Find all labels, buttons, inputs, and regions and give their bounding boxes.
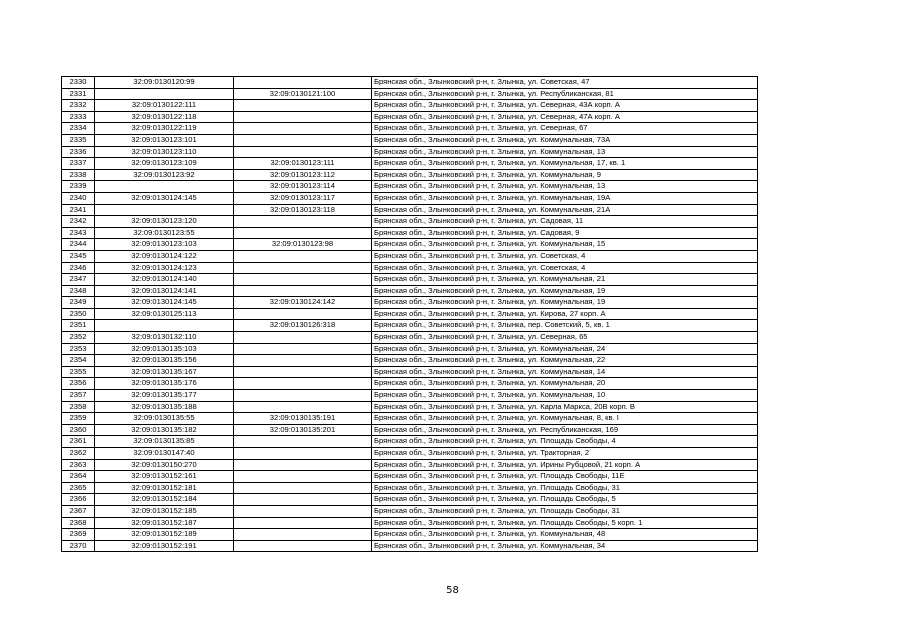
cadastral-number-cell: 32:09:0130135:55 — [95, 413, 234, 425]
row-number-cell: 2356 — [62, 378, 95, 390]
row-number-cell: 2359 — [62, 413, 95, 425]
table-row — [62, 343, 758, 355]
address-cell: Брянская обл., Злынковский р-н, г. Злынка, ул. Советская, 4 — [372, 250, 758, 262]
row-number-cell: 2360 — [62, 424, 95, 436]
row-number-cell: 2342 — [62, 216, 95, 228]
address-cell: Брянская обл., Злынковский р-н, г. Злынка, ул. Площадь Свободы, 31 — [372, 505, 758, 517]
cadastral-number-2-cell — [234, 540, 372, 552]
row-number-cell: 2350 — [62, 308, 95, 320]
address-cell: Брянская обл., Злынковский р-н, г. Злынка, ул. Тракторная, 2 — [372, 448, 758, 460]
table-row — [62, 505, 758, 517]
table-row — [62, 401, 758, 413]
row-number-cell: 2345 — [62, 250, 95, 262]
row-number-cell: 2370 — [62, 540, 95, 552]
cadastral-number-2-cell — [234, 366, 372, 378]
address-cell: Брянская обл., Злынковский р-н, г. Злынка, ул. Советская, 4 — [372, 262, 758, 274]
cadastral-number-2-cell: 32:09:0130121:100 — [234, 88, 372, 100]
row-number-cell: 2353 — [62, 343, 95, 355]
cadastral-number-2-cell — [234, 494, 372, 506]
cadastral-number-2-cell: 32:09:0130123:117 — [234, 192, 372, 204]
cadastral-number-cell: 32:09:0130124:123 — [95, 262, 234, 274]
cadastral-number-2-cell — [234, 111, 372, 123]
row-number-cell: 2352 — [62, 332, 95, 344]
address-cell: Брянская обл., Злынковский р-н, г. Злынка, ул. Коммунальная, 34 — [372, 540, 758, 552]
cadastral-number-2-cell — [234, 505, 372, 517]
address-cell: Брянская обл., Злынковский р-н, г. Злынка, ул. Коммунальная, 13 — [372, 146, 758, 158]
cadastral-number-cell: 32:09:0130152:185 — [95, 505, 234, 517]
cadastral-number-2-cell — [234, 262, 372, 274]
registry-table-body — [62, 77, 758, 552]
cadastral-number-2-cell: 32:09:0130123:114 — [234, 181, 372, 193]
table-row — [62, 204, 758, 216]
cadastral-number-cell: 32:09:0130123:103 — [95, 239, 234, 251]
cadastral-number-cell: 32:09:0130122:111 — [95, 100, 234, 112]
cadastral-number-2-cell: 32:09:0130135:201 — [234, 424, 372, 436]
cadastral-number-2-cell — [234, 459, 372, 471]
row-number-cell: 2366 — [62, 494, 95, 506]
cadastral-number-2-cell — [234, 250, 372, 262]
cadastral-number-2-cell — [234, 146, 372, 158]
cadastral-number-cell: 32:09:0130135:85 — [95, 436, 234, 448]
cadastral-number-cell: 32:09:0130125:113 — [95, 308, 234, 320]
address-cell: Брянская обл., Злынковский р-н, г. Злынка, ул. Площадь Свободы, 31 — [372, 482, 758, 494]
table-row — [62, 274, 758, 286]
cadastral-number-2-cell — [234, 471, 372, 483]
cadastral-number-2-cell: 32:09:0130123:112 — [234, 169, 372, 181]
address-cell: Брянская обл., Злынковский р-н, г. Злынка, ул. Площадь Свободы, 5 — [372, 494, 758, 506]
address-cell: Брянская обл., Злынковский р-н, г. Злынка, ул. Коммунальная, 21А — [372, 204, 758, 216]
cadastral-number-cell: 32:09:0130152:184 — [95, 494, 234, 506]
cadastral-number-2-cell: 32:09:0130123:111 — [234, 158, 372, 170]
row-number-cell: 2361 — [62, 436, 95, 448]
table-row — [62, 111, 758, 123]
cadastral-number-2-cell: 32:09:0130135:191 — [234, 413, 372, 425]
address-cell: Брянская обл., Злынковский р-н, г. Злынка, ул. Садовая, 9 — [372, 227, 758, 239]
address-cell: Брянская обл., Злынковский р-н, г. Злынка, ул. Республиканская, 81 — [372, 88, 758, 100]
cadastral-number-2-cell — [234, 448, 372, 460]
address-cell: Брянская обл., Злынковский р-н, г. Злынка, ул. Коммунальная, 48 — [372, 529, 758, 541]
cadastral-number-cell: 32:09:0130124:145 — [95, 297, 234, 309]
address-cell: Брянская обл., Злынковский р-н, г. Злынка, ул. Коммунальная, 20 — [372, 378, 758, 390]
address-cell: Брянская обл., Злынковский р-н, г. Злынка, ул. Коммунальная, 19А — [372, 192, 758, 204]
row-number-cell: 2348 — [62, 285, 95, 297]
cadastral-number-cell: 32:09:0130152:189 — [95, 529, 234, 541]
table-row — [62, 332, 758, 344]
cadastral-number-cell: 32:09:0130135:188 — [95, 401, 234, 413]
table-row — [62, 494, 758, 506]
address-cell: Брянская обл., Злынковский р-н, г. Злынка, ул. Коммунальная, 17, кв. 1 — [372, 158, 758, 170]
table-row — [62, 123, 758, 135]
address-cell: Брянская обл., Злынковский р-н, г. Злынка, ул. Карла Маркса, 20В корп. В — [372, 401, 758, 413]
row-number-cell: 2334 — [62, 123, 95, 135]
cadastral-number-cell: 32:09:0130132:110 — [95, 332, 234, 344]
row-number-cell: 2351 — [62, 320, 95, 332]
cadastral-number-cell: 32:09:0130123:92 — [95, 169, 234, 181]
cadastral-number-2-cell — [234, 355, 372, 367]
cadastral-number-2-cell: 32:09:0130124:142 — [234, 297, 372, 309]
row-number-cell: 2338 — [62, 169, 95, 181]
cadastral-number-cell: 32:09:0130135:176 — [95, 378, 234, 390]
cadastral-number-2-cell — [234, 227, 372, 239]
table-row — [62, 216, 758, 228]
cadastral-number-cell: 32:09:0130135:182 — [95, 424, 234, 436]
cadastral-number-cell: 32:09:0130124:145 — [95, 192, 234, 204]
address-cell: Брянская обл., Злынковский р-н, г. Злынка, ул. Советская, 47 — [372, 77, 758, 89]
cadastral-number-cell: 32:09:0130123:109 — [95, 158, 234, 170]
row-number-cell: 2344 — [62, 239, 95, 251]
cadastral-number-cell: 32:09:0130120:99 — [95, 77, 234, 89]
address-cell: Брянская обл., Злынковский р-н, г. Злынка, ул. Кирова, 27 корп. А — [372, 308, 758, 320]
cadastral-number-2-cell — [234, 390, 372, 402]
row-number-cell: 2331 — [62, 88, 95, 100]
address-cell: Брянская обл., Злынковский р-н, г. Злынка, ул. Коммунальная, 19 — [372, 297, 758, 309]
address-cell: Брянская обл., Злынковский р-н, г. Злынка, ул. Коммунальная, 9 — [372, 169, 758, 181]
address-cell: Брянская обл., Злынковский р-н, г. Злынка, пер. Советский, 5, кв. 1 — [372, 320, 758, 332]
row-number-cell: 2365 — [62, 482, 95, 494]
table-row — [62, 239, 758, 251]
address-cell: Брянская обл., Злынковский р-н, г. Злынка, ул. Коммунальная, 19 — [372, 285, 758, 297]
table-row — [62, 100, 758, 112]
cadastral-number-2-cell: 32:09:0130123:118 — [234, 204, 372, 216]
address-cell: Брянская обл., Злынковский р-н, г. Злынка, ул. Площадь Свободы, 11Е — [372, 471, 758, 483]
row-number-cell: 2367 — [62, 505, 95, 517]
row-number-cell: 2363 — [62, 459, 95, 471]
table-row — [62, 134, 758, 146]
cadastral-number-cell: 32:09:0130123:55 — [95, 227, 234, 239]
table-row — [62, 320, 758, 332]
table-row — [62, 378, 758, 390]
cadastral-number-2-cell: 32:09:0130123:98 — [234, 239, 372, 251]
table-row — [62, 424, 758, 436]
table-row — [62, 390, 758, 402]
row-number-cell: 2346 — [62, 262, 95, 274]
cadastral-number-2-cell — [234, 100, 372, 112]
table-row — [62, 436, 758, 448]
row-number-cell: 2362 — [62, 448, 95, 460]
cadastral-number-cell: 32:09:0130122:118 — [95, 111, 234, 123]
cadastral-number-cell: 32:09:0130152:191 — [95, 540, 234, 552]
cadastral-number-cell: 32:09:0130135:156 — [95, 355, 234, 367]
cadastral-number-2-cell — [234, 482, 372, 494]
row-number-cell: 2357 — [62, 390, 95, 402]
address-cell: Брянская обл., Злынковский р-н, г. Злынка, ул. Коммунальная, 24 — [372, 343, 758, 355]
table-row — [62, 146, 758, 158]
cadastral-number-2-cell — [234, 401, 372, 413]
address-cell: Брянская обл., Злынковский р-н, г. Злынка, ул. Ирины Рубцовой, 21 корп. А — [372, 459, 758, 471]
table-row — [62, 413, 758, 425]
cadastral-number-2-cell — [234, 308, 372, 320]
cadastral-number-2-cell — [234, 529, 372, 541]
table-row — [62, 192, 758, 204]
cadastral-number-2-cell — [234, 332, 372, 344]
address-cell: Брянская обл., Злынковский р-н, г. Злынка, ул. Коммунальная, 15 — [372, 239, 758, 251]
cadastral-number-cell: 32:09:0130152:181 — [95, 482, 234, 494]
address-cell: Брянская обл., Злынковский р-н, г. Злынка, ул. Северная, 65 — [372, 332, 758, 344]
cadastral-number-2-cell — [234, 343, 372, 355]
row-number-cell: 2369 — [62, 529, 95, 541]
row-number-cell: 2332 — [62, 100, 95, 112]
cadastral-number-cell: 32:09:0130124:140 — [95, 274, 234, 286]
address-cell: Брянская обл., Злынковский р-н, г. Злынка, ул. Площадь Свободы, 5 корп. 1 — [372, 517, 758, 529]
address-cell: Брянская обл., Злынковский р-н, г. Злынка, ул. Коммунальная, 10 — [372, 390, 758, 402]
cadastral-number-2-cell — [234, 285, 372, 297]
address-cell: Брянская обл., Злынковский р-н, г. Злынка, ул. Северная, 47А корп. А — [372, 111, 758, 123]
row-number-cell: 2340 — [62, 192, 95, 204]
address-cell: Брянская обл., Злынковский р-н, г. Злынка, ул. Коммунальная, 8, кв. I — [372, 413, 758, 425]
cadastral-number-cell: 32:09:0130124:141 — [95, 285, 234, 297]
table-row — [62, 355, 758, 367]
cadastral-number-2-cell — [234, 378, 372, 390]
address-cell: Брянская обл., Злынковский р-н, г. Злынка, ул. Коммунальная, 73А — [372, 134, 758, 146]
row-number-cell: 2347 — [62, 274, 95, 286]
table-row — [62, 517, 758, 529]
row-number-cell: 2337 — [62, 158, 95, 170]
row-number-cell: 2343 — [62, 227, 95, 239]
cadastral-number-2-cell — [234, 216, 372, 228]
table-row — [62, 77, 758, 89]
cadastral-number-cell: 32:09:0130135:103 — [95, 343, 234, 355]
address-cell: Брянская обл., Злынковский р-н, г. Злынка, ул. Республиканская, 169 — [372, 424, 758, 436]
table-row — [62, 227, 758, 239]
table-row — [62, 529, 758, 541]
cadastral-number-2-cell — [234, 274, 372, 286]
row-number-cell: 2341 — [62, 204, 95, 216]
table-row — [62, 482, 758, 494]
table-row — [62, 181, 758, 193]
cadastral-number-cell: 32:09:0130123:101 — [95, 134, 234, 146]
address-cell: Брянская обл., Злынковский р-н, г. Злынка, ул. Коммунальная, 14 — [372, 366, 758, 378]
row-number-cell: 2368 — [62, 517, 95, 529]
row-number-cell: 2336 — [62, 146, 95, 158]
cadastral-number-cell: 32:09:0130124:122 — [95, 250, 234, 262]
row-number-cell: 2354 — [62, 355, 95, 367]
row-number-cell: 2355 — [62, 366, 95, 378]
cadastral-number-cell — [95, 204, 234, 216]
row-number-cell: 2364 — [62, 471, 95, 483]
row-number-cell: 2358 — [62, 401, 95, 413]
table-row — [62, 285, 758, 297]
row-number-cell: 2335 — [62, 134, 95, 146]
address-cell: Брянская обл., Злынковский р-н, г. Злынка, ул. Коммунальная, 21 — [372, 274, 758, 286]
cadastral-number-cell: 32:09:0130147:40 — [95, 448, 234, 460]
row-number-cell: 2333 — [62, 111, 95, 123]
cadastral-number-cell: 32:09:0130150:270 — [95, 459, 234, 471]
address-cell: Брянская обл., Злынковский р-н, г. Злынка, ул. Садовая, 11 — [372, 216, 758, 228]
cadastral-number-cell: 32:09:0130135:177 — [95, 390, 234, 402]
cadastral-number-2-cell — [234, 123, 372, 135]
row-number-cell: 2349 — [62, 297, 95, 309]
address-cell: Брянская обл., Злынковский р-н, г. Злынка, ул. Коммунальная, 22 — [372, 355, 758, 367]
table-row — [62, 250, 758, 262]
table-row — [62, 540, 758, 552]
table-row — [62, 448, 758, 460]
cadastral-number-2-cell — [234, 134, 372, 146]
cadastral-number-cell: 32:09:0130152:161 — [95, 471, 234, 483]
cadastral-number-2-cell: 32:09:0130126:318 — [234, 320, 372, 332]
address-cell: Брянская обл., Злынковский р-н, г. Злынка, ул. Северная, 67 — [372, 123, 758, 135]
cadastral-number-2-cell — [234, 517, 372, 529]
registry-table — [61, 76, 758, 552]
table-row — [62, 169, 758, 181]
cadastral-number-cell: 32:09:0130122:119 — [95, 123, 234, 135]
page-number: 58 — [446, 585, 459, 596]
address-cell: Брянская обл., Злынковский р-н, г. Злынка, ул. Площадь Свободы, 4 — [372, 436, 758, 448]
cadastral-number-cell — [95, 320, 234, 332]
table-row — [62, 366, 758, 378]
row-number-cell: 2330 — [62, 77, 95, 89]
table-row — [62, 158, 758, 170]
address-cell: Брянская обл., Злынковский р-н, г. Злынка, ул. Коммунальная, 13 — [372, 181, 758, 193]
cadastral-number-cell: 32:09:0130123:110 — [95, 146, 234, 158]
cadastral-number-cell: 32:09:0130123:120 — [95, 216, 234, 228]
cadastral-number-cell — [95, 88, 234, 100]
cadastral-number-cell: 32:09:0130135:167 — [95, 366, 234, 378]
cadastral-number-2-cell — [234, 436, 372, 448]
cadastral-number-cell: 32:09:0130152:187 — [95, 517, 234, 529]
table-row — [62, 308, 758, 320]
table-row — [62, 88, 758, 100]
address-cell: Брянская обл., Злынковский р-н, г. Злынка, ул. Северная, 43А корп. А — [372, 100, 758, 112]
cadastral-number-2-cell — [234, 77, 372, 89]
cadastral-number-cell — [95, 181, 234, 193]
table-row — [62, 459, 758, 471]
table-row — [62, 297, 758, 309]
row-number-cell: 2339 — [62, 181, 95, 193]
table-row — [62, 471, 758, 483]
table-row — [62, 262, 758, 274]
